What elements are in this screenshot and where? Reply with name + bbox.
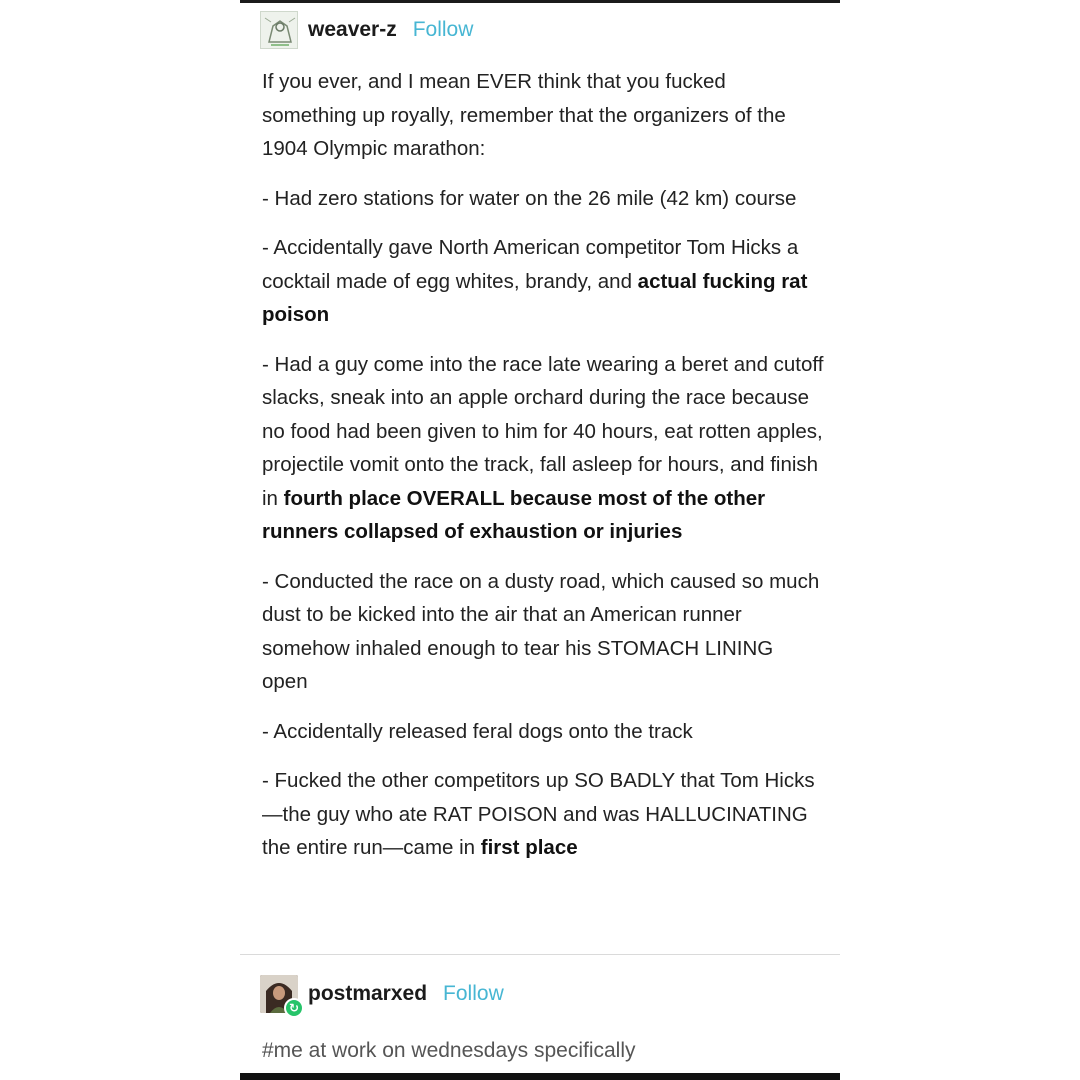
post-username[interactable]: weaver-z xyxy=(308,18,397,41)
post-header xyxy=(260,10,473,50)
list-item: - Accidentally released feral dogs onto the track xyxy=(262,719,693,743)
user-avatar-icon[interactable] xyxy=(260,11,298,49)
reblog-username[interactable]: postmarxed xyxy=(308,982,428,1005)
post-intro: If you ever, and I mean EVER think that you fucked something up royally, remember that the organizers of the 1904 Olympic marathon: xyxy=(262,70,786,160)
list-item-emphasis: actual fucking rat poison xyxy=(262,269,808,326)
list-item-text: - Accidentally gave North American competitor Tom Hicks a cocktail made of egg whites, brandy, and xyxy=(262,236,799,293)
list-item: - Conducted the race on a dusty road, which caused so much dust to be kicked into the air that an American runner somehow inhaled enough to tear his STOMACH LINING open xyxy=(262,569,820,693)
list-item-text: - Fucked the other competitors up SO BADLY that Tom Hicks—the guy who ate RAT POISON and was HALLUCINATING the entire run—came in xyxy=(262,769,815,859)
tumblr-post-screenshot xyxy=(240,0,840,1080)
list-item-emphasis: fourth place OVERALL because most of the other runners collapsed of exhaustion or injuries xyxy=(262,486,766,543)
list-item-emphasis: first place xyxy=(480,836,578,859)
list-item xyxy=(262,764,824,865)
post-tags[interactable]: #me at work on wednesdays specifically xyxy=(262,1039,636,1062)
reblog-divider xyxy=(240,954,840,955)
post-body xyxy=(262,65,824,881)
reblog-icon: ↻ xyxy=(284,998,304,1018)
follow-button[interactable]: Follow xyxy=(443,982,504,1005)
list-item xyxy=(262,231,824,332)
list-item: - Had zero stations for water on the 26 mile (42 km) course xyxy=(262,186,797,210)
list-item-text: - Had a guy come into the race late wearing a beret and cutoff slacks, sneak into an apple orchard during the race because no food had been given to him for 40 hours, eat rotten apples, projectile vomit onto the track, fall asleep for hours, and finish in xyxy=(262,352,824,510)
list-item xyxy=(262,348,824,549)
follow-button[interactable]: Follow xyxy=(412,18,474,41)
